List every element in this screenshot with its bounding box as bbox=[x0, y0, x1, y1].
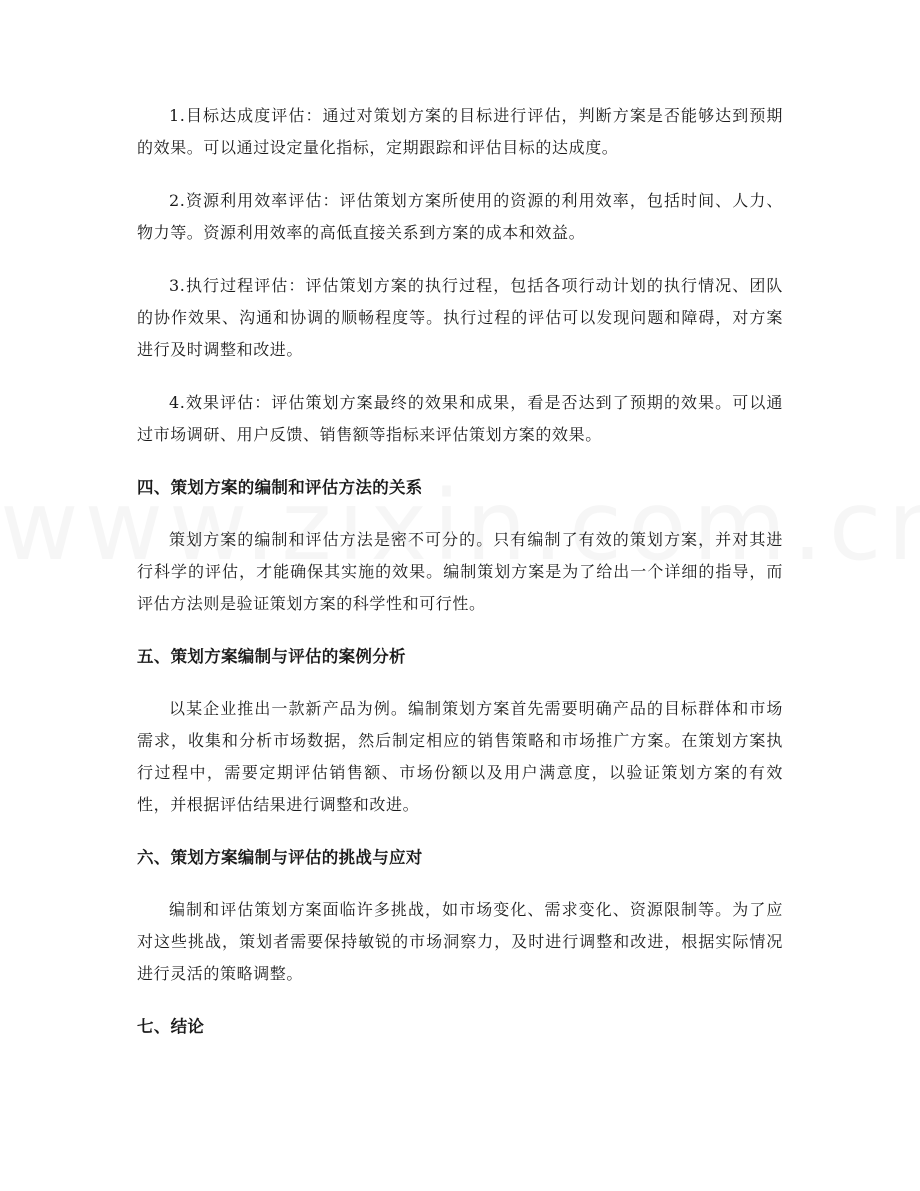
section-heading-case-study: 五、策划方案编制与评估的案例分析 bbox=[137, 647, 406, 666]
paragraph-goal-assessment: 1.目标达成度评估：通过对策划方案的目标进行评估，判断方案是否能够达到预期的效果。可以通过设定量化指标，定期跟踪和评估目标的达成度。 bbox=[137, 106, 783, 157]
section-heading-challenges: 六、策划方案编制与评估的挑战与应对 bbox=[137, 848, 423, 867]
paragraph-relationship: 策划方案的编制和评估方法是密不可分的。只有编制了有效的策划方案，并对其进行科学的评估，才能确保其实施的效果。编制策划方案是为了给出一个详细的指导，而评估方法则是验证策划方案的科学性和可行性。 bbox=[137, 530, 783, 613]
document-body bbox=[137, 100, 783, 1063]
paragraph-case-study: 以某企业推出一款新产品为例。编制策划方案首先需要明确产品的目标群体和市场需求，收集和分析市场数据，然后制定相应的销售策略和市场推广方案。在策划方案执行过程中，需要定期评估销售额、市场份额以及用户满意度，以验证策划方案的有效性，并根据评估结果进行调整和改进。 bbox=[137, 699, 783, 814]
paragraph-resource-efficiency: 2.资源利用效率评估：评估策划方案所使用的资源的利用效率，包括时间、人力、物力等。资源利用效率的高低直接关系到方案的成本和效益。 bbox=[137, 191, 783, 242]
section-heading-relationship: 四、策划方案的编制和评估方法的关系 bbox=[137, 478, 423, 497]
paragraph-execution-process: 3.执行过程评估：评估策划方案的执行过程，包括各项行动计划的执行情况、团队的协作效果、沟通和协调的顺畅程度等。执行过程的评估可以发现问题和障碍，对方案进行及时调整和改进。 bbox=[137, 276, 783, 359]
paragraph-effect-assessment: 4.效果评估：评估策划方案最终的效果和成果，看是否达到了预期的效果。可以通过市场调研、用户反馈、销售额等指标来评估策划方案的效果。 bbox=[137, 393, 783, 444]
paragraph-challenges: 编制和评估策划方案面临许多挑战，如市场变化、需求变化、资源限制等。为了应对这些挑战，策划者需要保持敏锐的市场洞察力，及时进行调整和改进，根据实际情况进行灵活的策略调整。 bbox=[137, 900, 783, 983]
section-heading-conclusion: 七、结论 bbox=[137, 1017, 205, 1036]
